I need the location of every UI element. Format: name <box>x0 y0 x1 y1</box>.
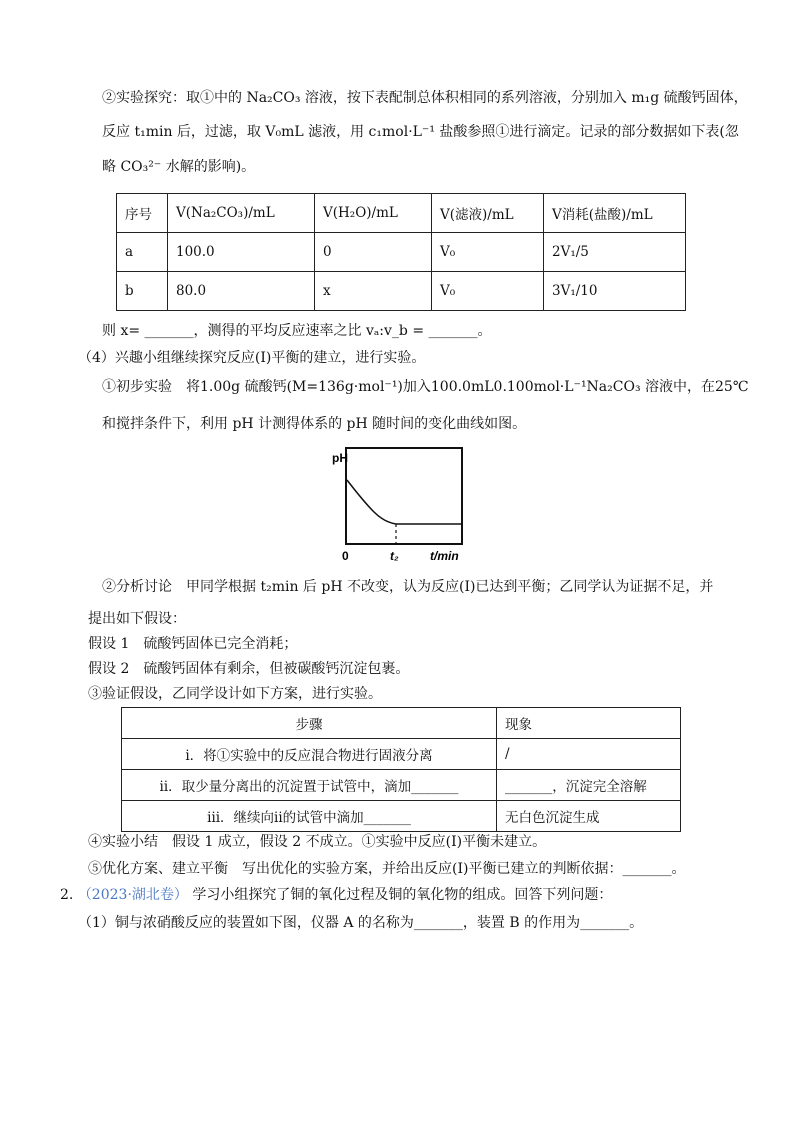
t2-label: t₂ <box>390 549 399 563</box>
text-line-13: ④实验小结 假设 1 成立，假设 2 不成立。①实验中反应(Ⅰ)平衡未建立。 <box>88 834 547 850</box>
table-cell: a <box>117 233 168 272</box>
table-header-cell: 现象 <box>497 708 681 739</box>
origin-label: 0 <box>342 549 349 563</box>
table-cell: V₀ <box>432 233 544 272</box>
table-header-row <box>117 194 686 233</box>
text-line-8: ②分析讨论 甲同学根据 t₂min 后 pH 不改变，认为反应(Ⅰ)已达到平衡；乙同学认为证据不足，并 <box>102 579 714 595</box>
table-header-cell: 步骤 <box>122 708 497 739</box>
graph-frame <box>346 448 462 544</box>
table-cell: 无白色沉淀生成 <box>497 801 681 832</box>
y-axis-label: pH <box>332 451 348 465</box>
question-stem: 学习小组探究了铜的氧化过程及铜的氧化物的组成。回答下列问题： <box>192 887 613 903</box>
table-cell: ⅰ．将①实验中的反应混合物进行固液分离 <box>122 739 497 770</box>
table-row <box>117 233 686 272</box>
table-cell: 100.0 <box>168 233 315 272</box>
text-line-10: 假设 1 硫酸钙固体已完全消耗； <box>88 636 298 652</box>
table-header-row <box>122 708 681 739</box>
text-line-11: 假设 2 硫酸钙固体有剩余，但被碳酸钙沉淀包裹。 <box>88 661 410 677</box>
table-row <box>117 272 686 311</box>
text-line-4: 则 x= _______，测得的平均反应速率之比 vₐ:v_b = _______。 <box>102 323 492 339</box>
table-header-cell: V(H₂O)/mL <box>315 194 432 233</box>
table-cell: x <box>315 272 432 311</box>
question-2-line <box>60 885 612 905</box>
table-cell: 2V₁/5 <box>544 233 686 272</box>
text-line-16: （1）铜与浓硝酸反应的装置如下图，仪器 A 的名称为_______，装置 B 的作用为_______。 <box>78 915 644 931</box>
table-cell: _______，沉淀完全溶解 <box>497 770 681 801</box>
table-cell: ⅲ．继续向ⅱ的试管中滴加_______ <box>122 801 497 832</box>
x-axis-label: t/min <box>430 549 459 563</box>
text-line-2: 反应 t₁min 后，过滤，取 V₀mL 滤液，用 c₁mol·L⁻¹ 盐酸参照①进行滴定。记录的部分数据如下表(忽 <box>102 124 739 140</box>
text-line-1: ②实验探究：取①中的 Na₂CO₃ 溶液，按下表配制总体积相同的系列溶液，分别加入 m₁g 硫酸钙固体， <box>102 90 748 106</box>
table-cell: / <box>497 739 681 770</box>
text-line-12: ③验证假设，乙同学设计如下方案，进行实验。 <box>88 686 382 702</box>
text-line-14: ⑤优化方案、建立平衡 写出优化的实验方案，并给出反应(Ⅰ)平衡已建立的判断依据：_______。 <box>88 861 686 877</box>
table-header-cell: V(滤液)/mL <box>432 194 544 233</box>
table-header-cell: V消耗(盐酸)/mL <box>544 194 686 233</box>
table-cell: ⅱ．取少量分离出的沉淀置于试管中，滴加_______ <box>122 770 497 801</box>
table-cell: 3V₁/10 <box>544 272 686 311</box>
text-line-7: 和搅拌条件下，利用 pH 计测得体系的 pH 随时间的变化曲线如图。 <box>102 416 527 432</box>
data-table-2 <box>121 707 681 832</box>
table-cell: 80.0 <box>168 272 315 311</box>
table-row <box>122 770 681 801</box>
text-line-6: ①初步实验 将1.00g 硫酸钙(M=136g·mol⁻¹)加入100.0mL0.100mol·L⁻¹Na₂CO₃ 溶液中，在25℃ <box>102 379 749 395</box>
table-row <box>122 739 681 770</box>
table-cell: b <box>117 272 168 311</box>
table-cell: 0 <box>315 233 432 272</box>
question-number: 2. <box>60 887 74 903</box>
table-cell: V₀ <box>432 272 544 311</box>
table-row <box>122 801 681 832</box>
table-header-cell: 序号 <box>117 194 168 233</box>
question-source: （2023·湖北卷） <box>77 887 188 903</box>
text-line-5: （4）兴趣小组继续探究反应(Ⅰ)平衡的建立，进行实验。 <box>78 350 426 366</box>
data-table-1 <box>116 193 686 311</box>
text-line-9: 提出如下假设： <box>88 611 186 627</box>
ph-time-graph <box>326 440 476 565</box>
table-header-cell: V(Na₂CO₃)/mL <box>168 194 315 233</box>
text-line-3: 略 CO₃²⁻ 水解的影响)。 <box>102 159 256 175</box>
ph-curve <box>347 480 462 524</box>
